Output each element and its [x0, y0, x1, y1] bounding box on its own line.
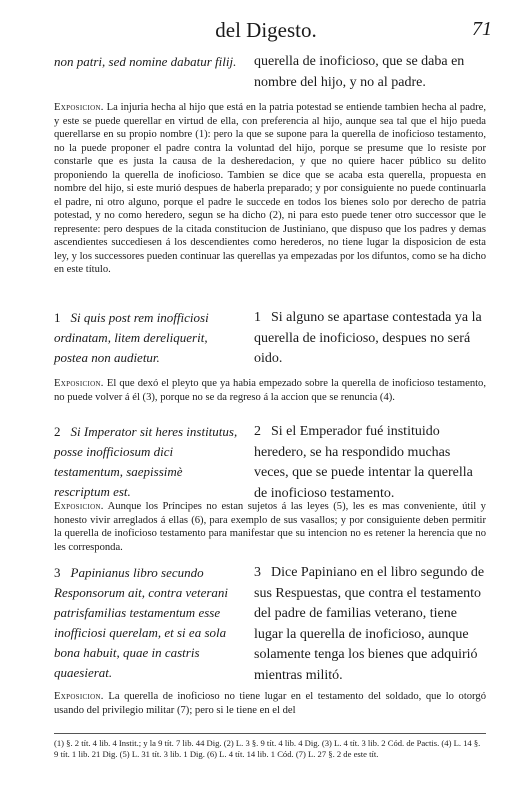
latin-text: 1 Si quis post rem inofficiosi ordinatam, litem dereliquerit, postea non audietur. [54, 310, 209, 365]
exposicion-label: Exposicion. [54, 102, 104, 113]
law-2 [54, 422, 486, 504]
law-3 [54, 563, 486, 687]
law-number: 1 [54, 310, 61, 325]
exposicion-label: Exposicion. [54, 378, 104, 389]
exposicion-text: La querella de inoficioso no tiene lugar en el testamento del soldado, que lo otorgó usando del privilegio militar (7); pero si le tiene en el del [54, 691, 486, 716]
running-title: del Digesto. [215, 18, 317, 42]
exposicion-text: El que dexó el pleyto que ya habia empezado sobre la querella de inoficioso testamento, no puede volver á él (3), porque no se da regreso á la accion que se renuncia (4). [54, 378, 487, 403]
spanish-text: querella de inoficioso, que se daba en nombre del hijo, y no al padre. [254, 54, 465, 90]
running-head [0, 18, 532, 44]
footnote-rule [54, 733, 486, 734]
latin-text: non patri, sed nomine dabatur filij. [54, 54, 237, 69]
law-number: 3 [254, 565, 261, 580]
page-number: 71 [472, 18, 492, 40]
latin-text: 3 Papinianus libro secundo Responsorum ait, contra veterani patrisfamilias testamentum esse inofficiosi querelam, et si ea sola bona habuit, quae in castris quaesierat. [54, 565, 229, 680]
footnotes: (1) §. 2 tít. 4 lib. 4 Instit.; y la 9 tít. 7 lib. 44 Dig. (2) L. 3 §. 9 tít. 4 lib. 4 Dig. (3) L. 4 tít. 3 lib. 2 Cód. de Pactis. (4) L. 14 §. 9 tít. 1 lib. 21 Dig. (5) L. 31 tít. 3 lib. 1 Dig. (6) L. 4 tít. 14 lib. 1 Cód. (7) L. 27 §. 2 de este tít. [54, 738, 481, 759]
law-number: 2 [254, 424, 261, 439]
exposicion-paragraph [54, 377, 486, 404]
law-number: 1 [254, 310, 261, 325]
spanish-text: 1 Si alguno se apartase contestada ya la querella de inoficioso, despues no será oido. [254, 310, 482, 366]
spanish-text: 2 Si el Emperador fué instituido heredero, se ha respondido muchas veces, que se puede intentar la querella de inoficioso testamento. [254, 424, 473, 501]
law-number: 3 [54, 565, 61, 580]
exposicion-label: Exposicion. [54, 691, 104, 702]
top-parallel-text [54, 52, 486, 96]
exposicion-text: Aunque los Príncipes no estan sujetos á las leyes (5), les es mas conveniente, útil y honesto vivir arreglados á ellas (6), para exemplo de sus vasallos; y por consiguiente deben permitir la querella de inoficioso testamento para manifestar que su intencion no es retener la herencia que no les corresponda. [54, 501, 486, 553]
exposicion-paragraph [54, 690, 486, 717]
law-1 [54, 308, 486, 370]
exposicion-label: Exposicion. [54, 501, 104, 512]
exposicion-text: La injuria hecha al hijo que está en la patria potestad se entiende tambien hecha al padre, y este se puede querellar en virtud de ella, con preferencia al hijo, aunque sea tal que el hijo pueda querellarse en su propio nombre (1): pero la que se supone para la querella de inoficioso testamento, no la puede proponer el padre contra la voluntad del hijo, porque se presume que lo resiste por constarle que es justa la causa de la desheredacion, y que no quiere hacer público su delito proponiendo la querella de inoficioso. Tambien se dice que se acaba esta querella, propuesta en nombre del hijo, si este murió despues de haberla preparado; y por consiguiente no puede continuarla el padre, ni otro alguno, porque el padre le succede en todos los bienes solo por derecho de patria potestad, y no como heredero, segun se ha dicho (2), ni para esto puede tener otro successor que le represente: pero despues de la citada constitucion de Justiniano, que dispuso que los padres y demas ascendientes succediesen á los descendientes como herederos, no tiene lugar la disposicion de esta ley, y los successores pueden continuar las querellas ya empezadas por los difuntos, como se ha dicho en este título. [54, 102, 486, 275]
law-number: 2 [54, 424, 61, 439]
latin-text: 2 Si Imperator sit heres institutus, posse inofficiosum dici testamentum, saepissimè rescriptum est. [54, 424, 238, 499]
spanish-text: 3 Dice Papiniano en el libro segundo de sus Respuestas, que contra el testamento del padre de familias veterano, tiene lugar la querella de inoficioso, aunque solamente tenga los bienes que adquirió mientras militó. [254, 565, 485, 683]
exposicion-paragraph [54, 500, 486, 554]
exposicion-paragraph [54, 101, 486, 277]
